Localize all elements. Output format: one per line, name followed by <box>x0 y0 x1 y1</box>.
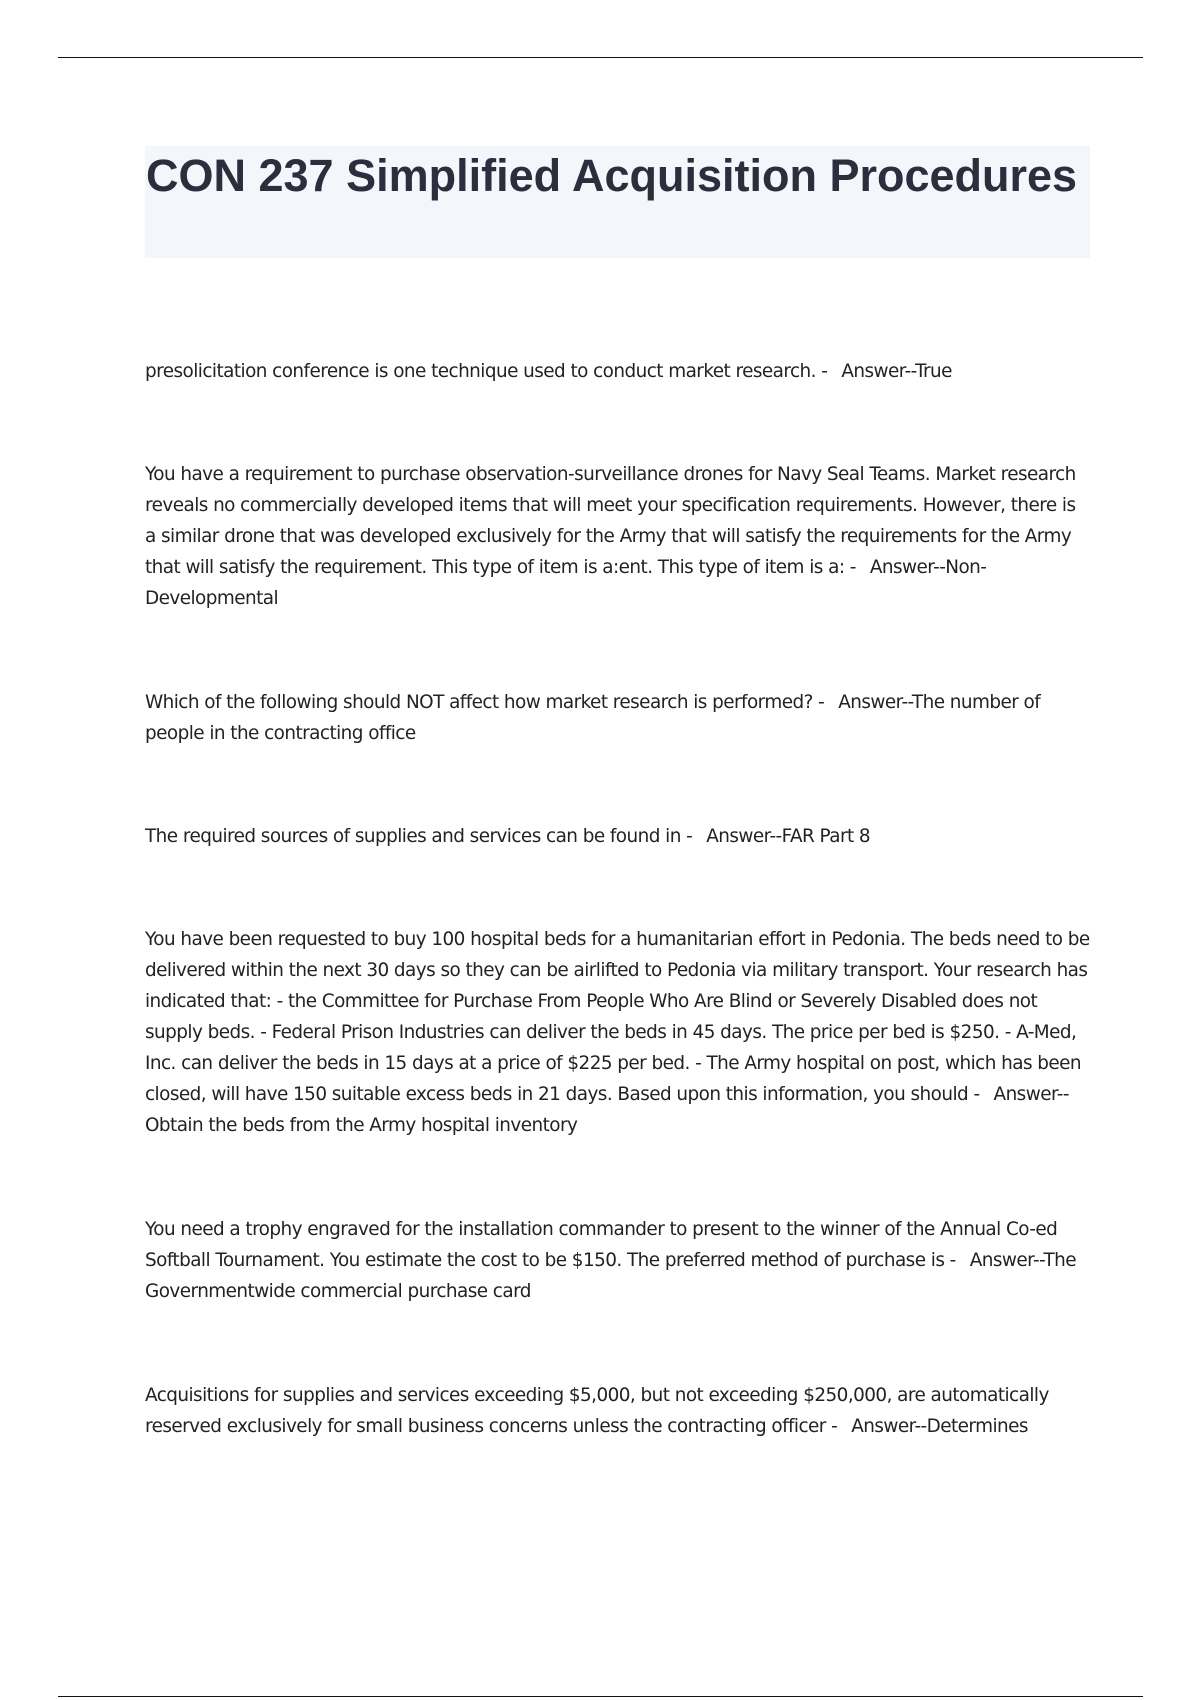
question-text: Which of the following should NOT affect how market research is performed? - <box>145 692 825 713</box>
qa-item-6 <box>145 1214 1090 1307</box>
top-rule <box>58 57 1143 58</box>
answer-text: Answer--Non-Developmental <box>145 557 987 609</box>
question-text: You need a trophy engraved for the installation commander to present to the winner of the Annual Co-ed Softball Tournament. You estimate the cost to be $150. The preferred method of purchase is - <box>145 1219 1058 1271</box>
document-title: CON 237 Simplified Acquisition Procedures <box>146 150 1078 201</box>
question-text: presolicitation conference is one technique used to conduct market research. - <box>145 361 828 382</box>
question-text: You have a requirement to purchase observation-surveillance drones for Navy Seal Teams. Market research reveals no commercially developed items that will meet your specification requirements. However, there is a similar drone that was developed exclusively for the Army that will satisfy the requirements for the Army that will satisfy the requirement. This type of item is a:ent. This type of item is a: - <box>145 464 1076 578</box>
question-text: Acquisitions for supplies and services exceeding $5,000, but not exceeding $250,000, are automatically reserved exclusively for small business concerns unless the contracting officer - <box>145 1385 1049 1437</box>
qa-item-1 <box>145 356 1090 387</box>
answer-text: Answer--The Governmentwide commercial purchase card <box>145 1250 1077 1302</box>
qa-item-3 <box>145 687 1090 749</box>
answer-text: Answer--FAR Part 8 <box>706 826 871 847</box>
title-block <box>145 146 1090 258</box>
question-text: The required sources of supplies and services can be found in - <box>145 826 693 847</box>
answer-text: Answer--The number of people in the contracting office <box>145 692 1041 744</box>
qa-item-2 <box>145 459 1090 614</box>
qa-item-4 <box>145 821 1090 852</box>
answer-text: Answer--Determines <box>851 1416 1028 1437</box>
answer-text: Answer--True <box>841 361 952 382</box>
qa-item-5 <box>145 924 1090 1141</box>
qa-item-7 <box>145 1380 1090 1442</box>
answer-text: Answer--Obtain the beds from the Army hospital inventory <box>145 1084 1069 1136</box>
bottom-rule <box>58 1696 1143 1697</box>
question-text: You have been requested to buy 100 hospital beds for a humanitarian effort in Pedonia. The beds need to be delivered within the next 30 days so they can be airlifted to Pedonia via military transport. Your research has indicated that: - the Committee for Purchase From People Who Are Blind or Severely Disabled does not supply beds. - Federal Prison Industries can deliver the beds in 45 days. The price per bed is $250. - A-Med, Inc. can deliver the beds in 15 days at a price of $225 per bed. - The Army hospital on post, which has been closed, will have 150 suitable excess beds in 21 days. Based upon this information, you should - <box>145 929 1090 1105</box>
